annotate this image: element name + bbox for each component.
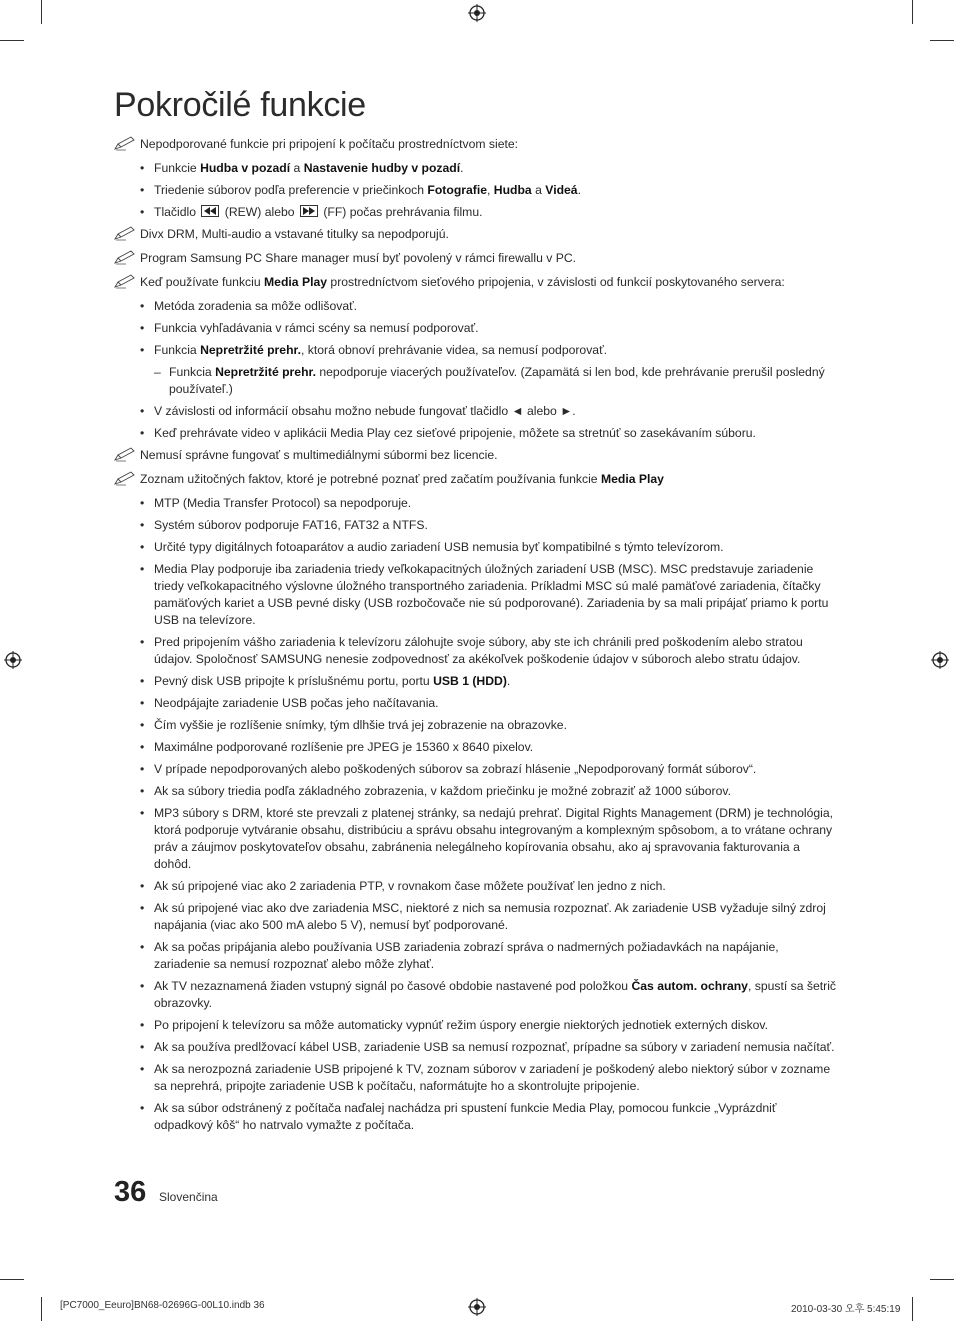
list-item: • Ak sa súbor odstránený z počítača naďalej nachádza pri spustení funkcie Media Play, pomocou funkcie „Vyprázdniť odpadkový kôš“ ho natrvalo vymažte z počítača. xyxy=(114,1100,838,1134)
list-item: • Ak sú pripojené viac ako dve zariadenia MSC, niektoré z nich sa nemusia rozpoznať. Ak zariadenie USB vyžaduje silný zdroj napájania (viac ako 500 mA alebo 5 V), nemusí byť podporované. xyxy=(114,900,838,934)
list-item: • MTP (Media Transfer Protocol) sa nepodporuje. xyxy=(114,495,838,512)
note-text: Nemusí správne fungovať s multimediálnymi súbormi bez licencie. xyxy=(140,448,498,462)
registration-mark-icon xyxy=(468,1298,486,1316)
list-item: • Funkcia Nepretržité prehr., ktorá obnoví prehrávanie videa, sa nemusí podporovať. xyxy=(114,342,838,359)
list-item: • MP3 súbory s DRM, ktoré ste prevzali z platenej stránky, sa nedajú prehrať. Digital Rights Management (DRM) je technológia, ktorá podporuje vytváranie obsahu, distribúciu a správu obsahu integrovaným a komplexným spôsobom, a to vrátane ochrany práv a záujmov poskytovateľov obsahu, zabránenia nelegálneho kopírovania obsahu, ako aj spravovania fakturovania a dohôd. xyxy=(114,805,838,873)
note: Zoznam užitočných faktov, ktoré je potrebné poznať pred začatím používania funkcie Media Play xyxy=(114,471,838,488)
list-item: • Ak sa nerozpozná zariadenie USB pripojené k TV, zoznam súborov v zariadení je poškodený alebo niektorý súbor v zozname sa neprehrá, pripojte zariadenie USB k počítaču, naformátujte ho a skontrolujte pripojenie. xyxy=(114,1061,838,1095)
list-item: • Ak sa počas pripájania alebo používania USB zariadenia zobrazí správa o nadmerných požiadavkách na napájanie, zariadenie sa nemusí rozpoznať alebo môže zlyhať. xyxy=(114,939,838,973)
print-slug-left: [PC7000_Eeuro]BN68-02696G-00L10.indb 36 xyxy=(60,1300,265,1311)
print-slug-right: 2010-03-30 오후 5:45:19 xyxy=(791,1304,901,1315)
crop-mark xyxy=(0,40,24,41)
note-pencil-icon xyxy=(114,274,136,289)
note-pencil-icon xyxy=(114,226,136,241)
list-item: • Systém súborov podporuje FAT16, FAT32 a NTFS. xyxy=(114,517,838,534)
crop-mark xyxy=(912,0,913,24)
list-item: • V závislosti od informácií obsahu možno nebude fungovať tlačidlo ◄ alebo ►. xyxy=(114,403,838,420)
note-pencil-icon xyxy=(114,471,136,486)
list-item: • Media Play podporuje iba zariadenia triedy veľkokapacitných úložných zariadení USB (MSC). MSC predstavuje zariadenie triedy veľkokapacitného výslovne úložného transportného zariadenia. Príkladmi MSC sú malé pamäťové zariadenia, čítačky pamäťových kariet a USB pevné disky (USB rozbočovače nie sú podporované). Zariadenia by sa mali pripájať priamo k portu USB na televízore. xyxy=(114,561,838,629)
footer-language: Slovenčina xyxy=(159,1190,218,1204)
crop-mark xyxy=(930,1279,954,1280)
crop-mark xyxy=(41,0,42,24)
list-item: • Určité typy digitálnych fotoaparátov a audio zariadení USB nemusia byť kompatibilné s týmto televízorom. xyxy=(114,539,838,556)
list-item: • V prípade nepodporovaných alebo poškodených súborov sa zobrazí hlásenie „Nepodporovaný formát súborov“. xyxy=(114,761,838,778)
list-item: • Maximálne podporované rozlíšenie pre JPEG je 15360 x 8640 pixelov. xyxy=(114,739,838,756)
crop-mark xyxy=(912,1297,913,1321)
crop-mark xyxy=(0,1279,24,1280)
list-item: • Funkcie Hudba v pozadí a Nastavenie hudby v pozadí. xyxy=(114,160,838,177)
note-text: Nepodporované funkcie pri pripojení k počítaču prostredníctvom siete: xyxy=(140,137,519,151)
list-item: • Tlačidlo (REW) alebo (FF) počas prehrávania filmu. xyxy=(114,204,838,221)
note-pencil-icon xyxy=(114,250,136,265)
list-item: • Ak TV nezaznamená žiaden vstupný signál po časové obdobie nastavené pod položkou Čas autom. ochrany, spustí sa šetrič obrazovky. xyxy=(114,978,838,1012)
sub-list-item: – Funkcia Nepretržité prehr. nepodporuje viacerých používateľov. (Zapamätá si len bod, kde prehrávanie prerušil posledný používateľ.) xyxy=(114,364,838,398)
fast-forward-key-icon xyxy=(300,205,318,217)
note-pencil-icon xyxy=(114,136,136,151)
note xyxy=(114,226,838,243)
list-item: • Čím vyššie je rozlíšenie snímky, tým dlhšie trvá jej zobrazenie na obrazovke. xyxy=(114,717,838,734)
note-pencil-icon xyxy=(114,447,136,462)
list-item: • Ak sú pripojené viac ako 2 zariadenia PTP, v rovnakom čase môžete používať len jedno z nich. xyxy=(114,878,838,895)
list-item: • Ak sa používa predlžovací kábel USB, zariadenie USB sa nemusí rozpoznať, prípadne sa súbory v zariadení nemusia načítať. xyxy=(114,1039,838,1056)
crop-mark xyxy=(41,1297,42,1321)
page-title: Pokročilé funkcie xyxy=(114,86,366,124)
note xyxy=(114,136,838,153)
page-number: 36 xyxy=(114,1176,147,1208)
registration-mark-icon xyxy=(4,651,22,669)
list-item: • Pred pripojením vášho zariadenia k televízoru zálohujte svoje súbory, aby ste ich chránili pred poškodením alebo stratou údajov. Spoločnosť SAMSUNG nenesie zodpovednosť za akékoľvek poškodenie údajov v súboroch alebo stratu údajov. xyxy=(114,634,838,668)
list-item: • Neodpájajte zariadenie USB počas jeho načítavania. xyxy=(114,695,838,712)
note xyxy=(114,447,838,464)
list-item: • Ak sa súbory triedia podľa základného zobrazenia, v každom priečinku je možné zobraziť až 1000 súborov. xyxy=(114,783,838,800)
note-text: Program Samsung PC Share manager musí byť povolený v rámci firewallu v PC. xyxy=(140,251,577,265)
list-item: • Funkcia vyhľadávania v rámci scény sa nemusí podporovať. xyxy=(114,320,838,337)
list-item: • Pevný disk USB pripojte k príslušnému portu, portu USB 1 (HDD). xyxy=(114,673,838,690)
list-item: • Metóda zoradenia sa môže odlišovať. xyxy=(114,298,838,315)
note xyxy=(114,250,838,267)
rewind-key-icon xyxy=(201,205,219,217)
registration-mark-icon xyxy=(931,651,949,669)
page-content xyxy=(114,136,838,1139)
crop-mark xyxy=(930,40,954,41)
list-item: • Po pripojení k televízoru sa môže automaticky vypnúť režim úspory energie niektorých jednotiek externých diskov. xyxy=(114,1017,838,1034)
registration-mark-icon xyxy=(468,4,486,22)
note: Keď používate funkciu Media Play prostredníctvom sieťového pripojenia, v závislosti od funkcií poskytovaného servera: xyxy=(114,274,838,291)
list-item: • Triedenie súborov podľa preferencie v priečinkoch Fotografie, Hudba a Videá. xyxy=(114,182,838,199)
note-text: Divx DRM, Multi-audio a vstavané titulky sa nepodporujú. xyxy=(140,227,449,241)
list-item: • Keď prehrávate video v aplikácii Media Play cez sieťové pripojenie, môžete sa stretnúť so zasekávaním súboru. xyxy=(114,425,838,442)
